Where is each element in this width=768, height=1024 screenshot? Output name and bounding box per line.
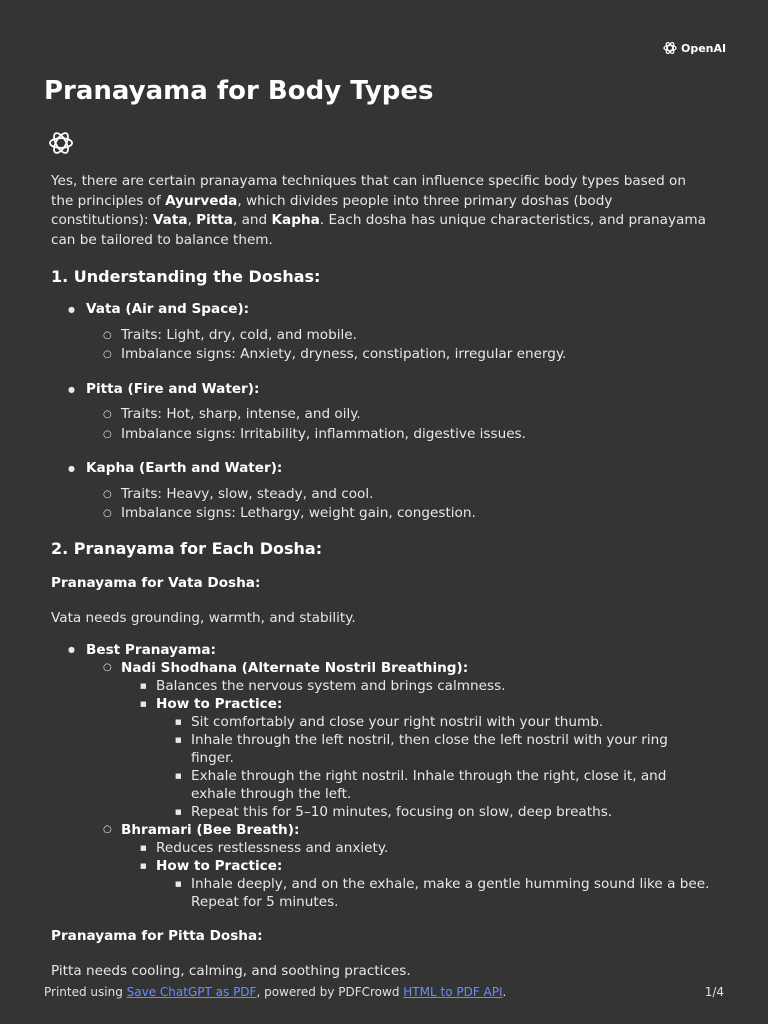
list-item: ○ Traits: Heavy, slow, steady, and cool. [86, 485, 711, 505]
save-chatgpt-link[interactable]: Save ChatGPT as PDF [126, 985, 257, 999]
chat-response [51, 172, 711, 982]
openai-logo-icon [662, 40, 678, 56]
openai-logo [662, 40, 726, 56]
technique-item: ○ Bhramari (Bee Breath): ■ Reduces restlessness and anxiety. ■ How to Practice: ■ Inhale deeply, and on the exhale, make a gentle humming sound like a bee. Repeat for 5 minutes. [86, 821, 711, 911]
step-item: ■ Repeat this for 5–10 minutes, focusing on slow, deep breaths. [156, 803, 711, 821]
chatgpt-icon [47, 129, 75, 157]
vata-intro: Vata needs grounding, warmth, and stability. [51, 610, 356, 626]
list-item: ○ Imbalance signs: Lethargy, weight gain, congestion. [86, 504, 711, 524]
page-title: Pranayama for Body Types [44, 76, 434, 106]
openai-wordmark: OpenAI [681, 41, 727, 55]
page-number: 1/4 [704, 985, 724, 999]
section-heading-doshas: 1. Understanding the Doshas: [51, 267, 321, 286]
print-footer: Printed using Save ChatGPT as PDF, powered by PDFCrowd HTML to PDF API. 1/4 [44, 985, 724, 999]
dosha-item: ● Kapha (Earth and Water): ○ Traits: Heavy, slow, steady, and cool. ○ Imbalance signs: Lethargy, weight gain, congestion. [51, 459, 711, 524]
step-item: ■ Exhale through the right nostril. Inhale through the right, close it, and exhale through the left. [156, 767, 711, 803]
list-item: ■ Reduces restlessness and anxiety. [121, 839, 711, 857]
technique-item: ○ Nadi Shodhana (Alternate Nostril Breathing): ■ Balances the nervous system and brings calmness. ■ How to Practice: ■ Sit comfortably and close your right nostril with your thumb. ■ Inhale through the left nostril, then close the left nostril with your ring finger. ■ Exhale through the right nostril. Inhale through the right, close it, and exhale through the left. ■ Repeat this for 5–10 minutes, focusing on slow, deep breaths. [86, 659, 711, 821]
dosha-list [51, 300, 711, 524]
pitta-intro: Pitta needs cooling, calming, and soothing practices. [51, 963, 411, 979]
vata-heading: Pranayama for Vata Dosha: [51, 574, 261, 591]
dosha-item: ● Pitta (Fire and Water): ○ Traits: Hot, sharp, intense, and oily. ○ Imbalance signs: Irritability, inflammation, digestive issues. [51, 380, 711, 445]
dosha-item: ● Vata (Air and Space): ○ Traits: Light, dry, cold, and mobile. ○ Imbalance signs: Anxiety, dryness, constipation, irregular energy. [51, 300, 711, 365]
list-item: ○ Traits: Light, dry, cold, and mobile. [86, 326, 711, 346]
section-heading-pranayama: 2. Pranayama for Each Dosha: [51, 538, 323, 558]
list-item: ○ Traits: Hot, sharp, intense, and oily. [86, 405, 711, 425]
intro-paragraph: Yes, there are certain pranayama techniques that can influence specific body types based on the principles of Ayurveda, which divides people into three primary doshas (body constitutions): Vata, Pitta, and Kapha. Each dosha has unique characteristics, and pranayama can be tailored to balance them. [51, 173, 706, 248]
step-item: ■ Sit comfortably and close your right nostril with your thumb. [156, 713, 711, 731]
html-to-pdf-link[interactable]: HTML to PDF API [403, 985, 503, 999]
step-item: ■ Inhale through the left nostril, then close the left nostril with your ring finger. [156, 731, 711, 767]
step-item: ■ Inhale deeply, and on the exhale, make a gentle humming sound like a bee. Repeat for 5 minutes. [156, 875, 711, 911]
pitta-heading: Pranayama for Pitta Dosha: [51, 927, 263, 944]
list-item: ● Best Pranayama: ○ Nadi Shodhana (Alternate Nostril Breathing): ■ Balances the nervous system and brings calmness. ■ How to Practice: ■ Sit comfortably and close your right nostril with your thumb. ■ Inhale through the left nostril, then close the left nostril with your ring finger. ■ Exhale through the right nostril. Inhale through the right, close it, and exhale through the left. ■ Repeat this for 5–10 minutes, focusing on slow, deep breaths. ○ Bhramari (Bee Breath): ■ Reduces restlessness and anxiety. ■ How to Practice: ■ Inhale deeply, and on the exhale, make a gentle humming sound like a bee. Repeat for 5 minutes. [51, 641, 711, 911]
vata-pranayama-list [51, 641, 711, 911]
list-item: ○ Imbalance signs: Anxiety, dryness, constipation, irregular energy. [86, 345, 711, 365]
list-item: ■ Balances the nervous system and brings calmness. [121, 677, 711, 695]
list-item: ○ Imbalance signs: Irritability, inflammation, digestive issues. [86, 425, 711, 445]
list-item: ■ How to Practice: ■ Inhale deeply, and on the exhale, make a gentle humming sound like a bee. Repeat for 5 minutes. [121, 857, 711, 911]
list-item: ■ How to Practice: ■ Sit comfortably and close your right nostril with your thumb. ■ Inhale through the left nostril, then close the left nostril with your ring finger. ■ Exhale through the right nostril. Inhale through the right, close it, and exhale through the left. ■ Repeat this for 5–10 minutes, focusing on slow, deep breaths. [121, 695, 711, 821]
